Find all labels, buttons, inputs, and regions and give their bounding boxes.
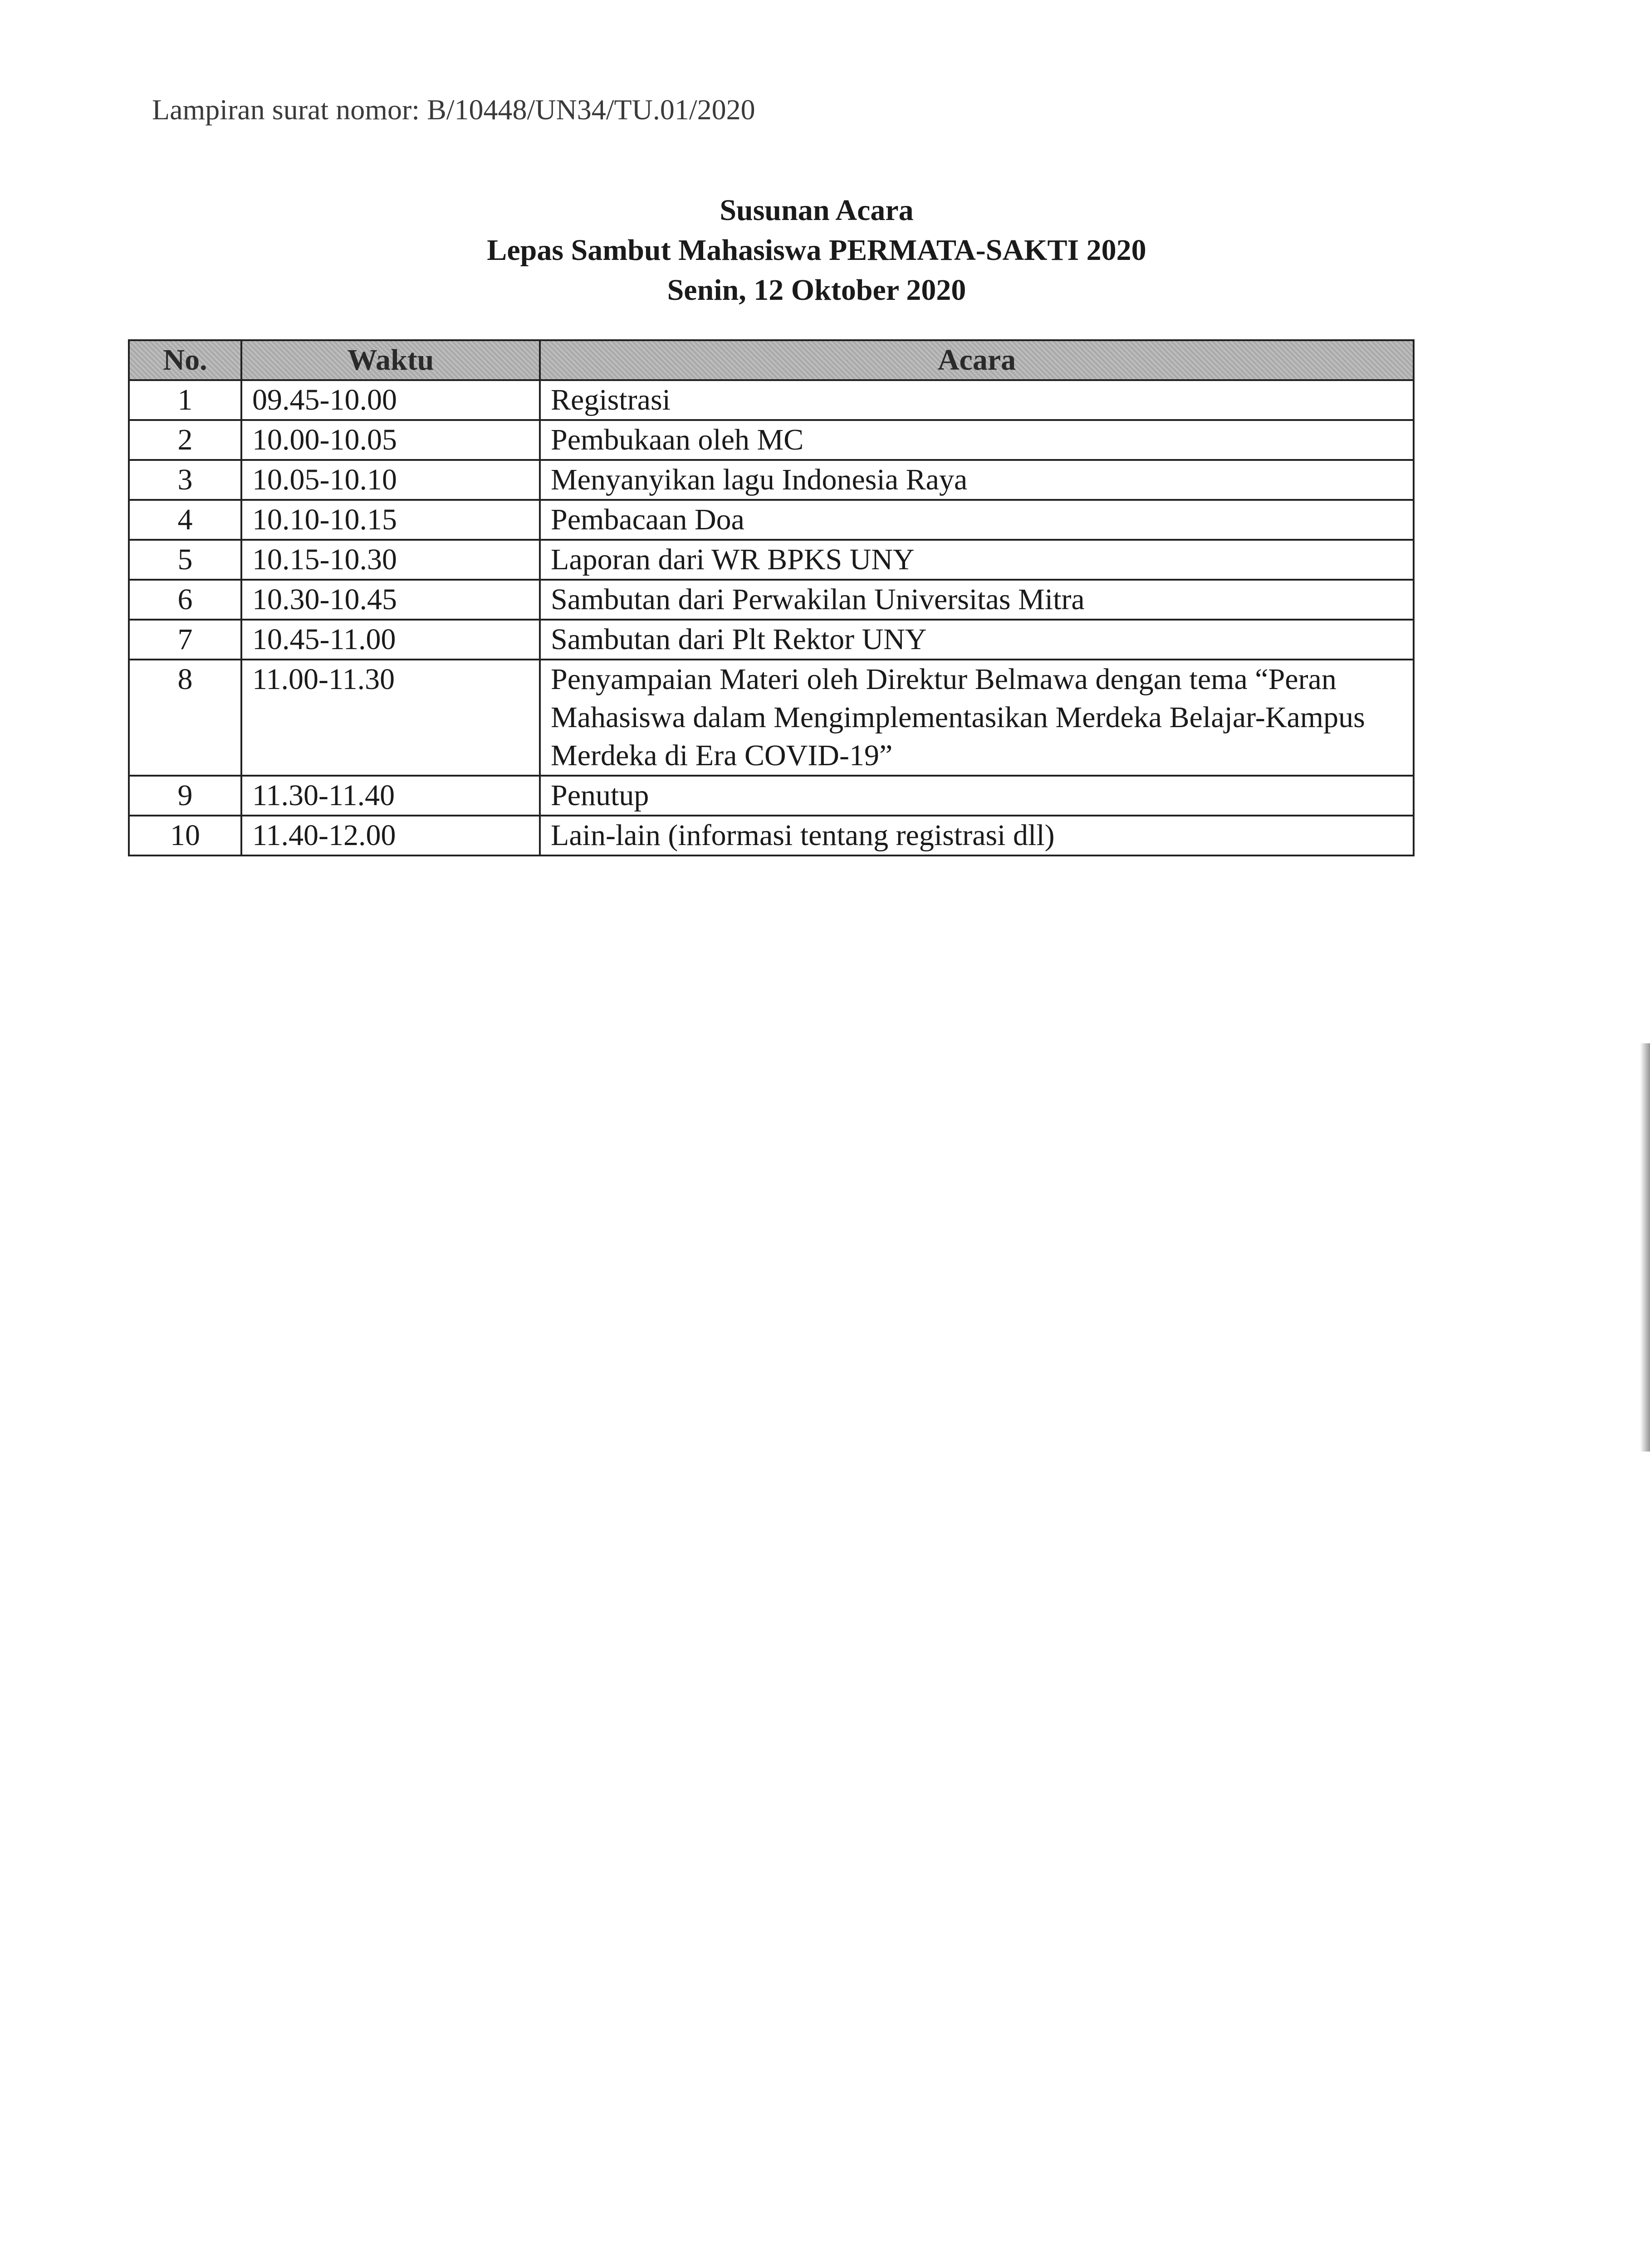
row-time: 10.45-11.00 — [241, 620, 540, 660]
row-event: Laporan dari WR BPKS UNY — [540, 540, 1414, 580]
table-row — [129, 580, 1414, 620]
table-row — [129, 816, 1414, 855]
title-line-1: Susunan Acara — [720, 194, 914, 227]
schedule-table — [128, 339, 1415, 856]
header-event: Acara — [540, 340, 1414, 380]
row-event: Registrasi — [540, 380, 1414, 420]
title-line-2: Lepas Sambut Mahasiswa PERMATA-SAKTI 2020 — [487, 234, 1146, 267]
row-time: 11.00-11.30 — [241, 660, 540, 776]
row-event: Pembacaan Doa — [540, 500, 1414, 540]
row-no: 10 — [129, 816, 241, 855]
table-row — [129, 380, 1414, 420]
table-row — [129, 540, 1414, 580]
row-no: 8 — [129, 660, 241, 776]
row-time: 09.45-10.00 — [241, 380, 540, 420]
row-event: Pembukaan oleh MC — [540, 420, 1414, 460]
row-no: 3 — [129, 460, 241, 500]
row-no: 6 — [129, 580, 241, 620]
row-time: 10.00-10.05 — [241, 420, 540, 460]
table-row — [129, 460, 1414, 500]
header-time: Waktu — [241, 340, 540, 380]
table-header-row — [129, 340, 1414, 380]
row-no: 2 — [129, 420, 241, 460]
header-no: No. — [129, 340, 241, 380]
row-event: Sambutan dari Perwakilan Universitas Mitra — [540, 580, 1414, 620]
row-no: 7 — [129, 620, 241, 660]
table-row — [129, 660, 1414, 776]
row-time: 11.40-12.00 — [241, 816, 540, 855]
row-time: 10.30-10.45 — [241, 580, 540, 620]
row-no: 9 — [129, 776, 241, 816]
row-time: 11.30-11.40 — [241, 776, 540, 816]
row-event: Penutup — [540, 776, 1414, 816]
row-time: 10.15-10.30 — [241, 540, 540, 580]
row-event: Sambutan dari Plt Rektor UNY — [540, 620, 1414, 660]
table-row — [129, 776, 1414, 816]
scan-shadow-edge — [1640, 1043, 1650, 1452]
row-event: Menyanyikan lagu Indonesia Raya — [540, 460, 1414, 500]
row-event: Lain-lain (informasi tentang registrasi dll) — [540, 816, 1414, 855]
row-event: Penyampaian Materi oleh Direktur Belmawa dengan tema “Peran Mahasiswa dalam Mengimplementasikan Merdeka Belajar-Kampus Merdeka di Era COVID-19” — [540, 660, 1414, 776]
row-no: 5 — [129, 540, 241, 580]
row-no: 1 — [129, 380, 241, 420]
title-line-3: Senin, 12 Oktober 2020 — [667, 274, 966, 307]
table-row — [129, 620, 1414, 660]
document-title — [0, 191, 1633, 310]
row-time: 10.10-10.15 — [241, 500, 540, 540]
table-row — [129, 420, 1414, 460]
attachment-reference: Lampiran surat nomor: B/10448/UN34/TU.01/2020 — [152, 93, 755, 126]
row-no: 4 — [129, 500, 241, 540]
row-time: 10.05-10.10 — [241, 460, 540, 500]
table-row — [129, 500, 1414, 540]
